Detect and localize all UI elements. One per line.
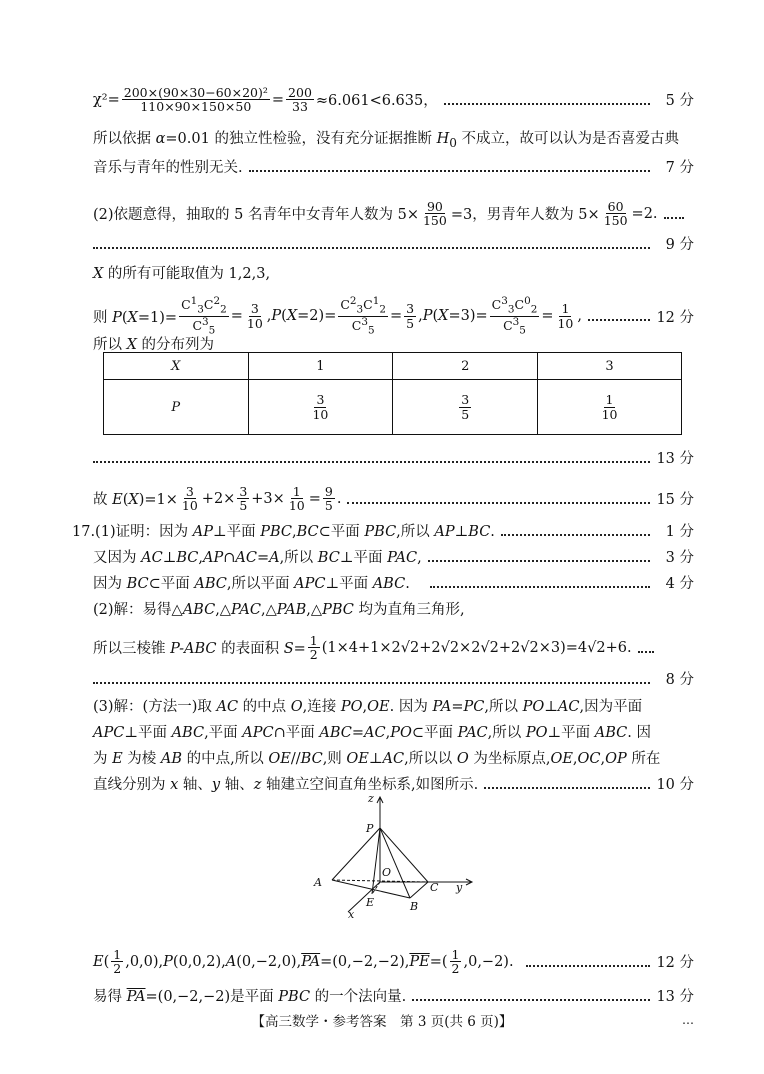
text-line: 所以依据 α=0.01 的独立性检验，没有充分证据推断 $H_0$ 不成立，故可以认为是否喜爱古典 [93,131,680,150]
score-mark: 15 分 [656,492,694,509]
edge-PB [380,828,410,898]
table-header-cell: 2 [393,353,538,380]
score-mark: 4 分 [665,576,694,592]
text-line: X 的所有可能取值为 1,2,3, [93,266,271,282]
label-B: B [410,900,419,913]
proof-line: 又因为 AC⊥BC,AP∩AC=A,所以 BC⊥平面 PAC, 3 分 [93,546,694,567]
label-x: x [348,908,355,920]
edge-PA [332,828,380,880]
probability-line: 则 P(X=1)= $\frac{C^1_3C^2_2}{C^3_5}$ = $\frac{3}{10}$ ,P(X=2)= $\frac{C^2_3C^1_2}{C^3_5}$ = $\frac{3}{5}$ ,P(X=3)= $\frac{C^3_3C^0_2}{C^3_5}$ = $\frac{1}{10}$ , 12 分 [93,295,694,337]
prob-cell: $\frac{3}{5}$ [393,380,538,435]
label-E: E [366,896,375,909]
label-z: z [368,792,374,805]
distribution-table [103,352,682,435]
text-line: 音乐与青年的性别无关. 7 分 [93,156,694,177]
proof-line: 17.(1)证明：因为 AP⊥平面 PBC,BC⊂平面 PBC,所以 AP⊥BC. 1 分 [72,520,694,541]
score-mark: 13 分 [656,989,694,1005]
score-mark: 13 分 [656,451,694,467]
score-mark: 3 分 [665,550,694,566]
score-mark: 5 分 [665,93,694,110]
score-mark: 1 分 [665,524,694,540]
score-mark: 12 分 [656,309,694,326]
pyramid-figure [310,790,480,920]
vector-line: E( $\frac{1}{2}$ $,0,0),P(0,0,2),A(0,-2,0),\overline{PA}=(0,-2,-2),\overline{PE}=$( $\frac{1}{2}$ ,0,−2). 12 分 [93,947,694,977]
score-mark: 10 分 [656,777,694,793]
prob-cell: $\frac{1}{10}$ [538,380,682,435]
score-mark: 7 分 [665,160,694,176]
label-y: y [456,881,463,894]
solution-line: 直线分别为 x 轴、y 轴、z 轴建立空间直角坐标系,如图所示. 10 分 [93,773,694,794]
prob-cell: $\frac{3}{10}$ [248,380,393,435]
score-line [93,233,694,254]
corner-mark: … [682,1013,694,1027]
page-footer: 【高三数学・参考答案 第 3 页(共 6 页)】 [251,1014,513,1030]
edge-BC [410,882,428,898]
table-header-x: X [104,353,249,380]
table-header-cell: 1 [248,353,393,380]
score-line [93,668,694,689]
solution-line: (3)解：(方法一)取 AC 的中点 O,连接 PO,OE. 因为 PA=PC,所以 PO⊥AC,因为平面 [93,699,643,715]
chi-square-line: χ²= $\frac{\text{200×(90×30−60×20)²}}{110\times 90\times 150\times 50}$ = $\frac{200}{33}$ ≈6.061<6.635， 5 分 [93,85,694,115]
label-A: A [314,876,322,889]
solution-line: 为 E 为棱 AB 的中点,所以 OE//BC,则 OE⊥AC,所以以 O 为坐标原点,OE,OC,OP 所在 [93,751,661,767]
score-line [93,447,694,468]
table-row-label: P [104,380,249,435]
solution-line: APC⊥平面 ABC,平面 APC∩平面 ABC=AC,PO⊂平面 PAC,所以 PO⊥平面 ABC. 因 [93,725,651,741]
label-O: O [382,866,392,879]
score-mark: 8 分 [665,672,694,688]
text-line: (2)依题意得，抽取的 5 名青年中女青年人数为 5× $\frac{90}{150}$ =3，男青年人数为 5× $\frac{60}{150}$ =2. [93,200,694,227]
surface-area-line: 所以三棱锥 P-ABC 的表面积 S= $\frac{1}{2}$ (1×4+1×2√2+2√2×2√2+2√2×3)=4√2+6. [93,634,694,661]
proof-line: 因为 BC⊂平面 ABC,所以平面 APC⊥平面 ABC. 4 分 [93,572,694,593]
normal-vector-line: 易得 $\overline{PA}=(0,-2,-2)$是平面 PBC 的一个法向量. 13 分 [93,985,694,1006]
score-mark: 12 分 [656,955,694,972]
expectation-line: 故 E(X)=1× $\frac{3}{10}$ +2× $\frac{3}{5}$ +3× $\frac{1}{10}$ = $\frac{9}{5}$ . 15 分 [93,484,694,514]
score-mark: 9 分 [665,237,694,253]
solution-line: (2)解：易得△ABC,△PAC,△PAB,△PBC 均为直角三角形, [93,602,465,618]
label-C: C [430,881,439,894]
text-line: 所以 X 的分布列为 [93,337,215,353]
label-P: P [366,822,374,835]
table-header-cell: 3 [538,353,682,380]
